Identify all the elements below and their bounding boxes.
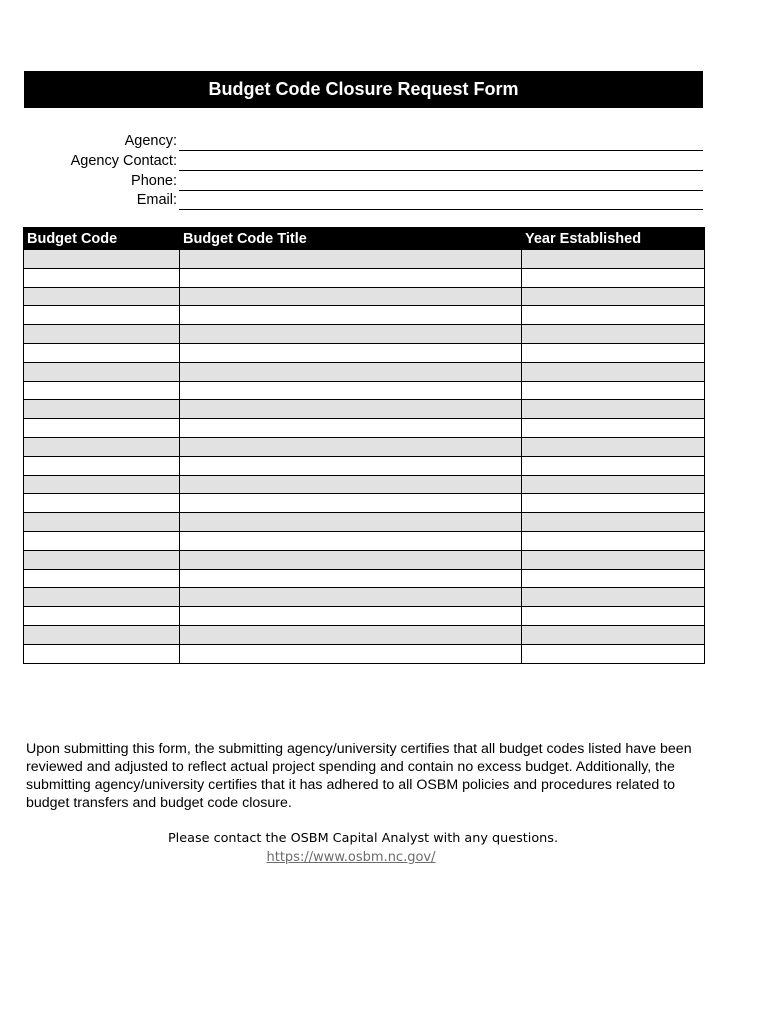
budget-code-title-cell[interactable] (180, 362, 522, 381)
budget-code-title-cell[interactable] (180, 325, 522, 344)
contact-text: Please contact the OSBM Capital Analyst with any questions. (167, 831, 559, 846)
year-established-cell[interactable] (522, 381, 705, 400)
budget-code-cell[interactable] (24, 362, 180, 381)
budget-code-title-cell[interactable] (180, 343, 522, 362)
phone-label: Phone: (131, 173, 177, 189)
budget-code-cell[interactable] (24, 381, 180, 400)
budget-code-title-cell[interactable] (180, 494, 522, 513)
table-row (24, 343, 705, 362)
table-row (24, 250, 705, 269)
budget-code-title-cell[interactable] (180, 513, 522, 532)
form-title: Budget Code Closure Request Form (24, 71, 703, 108)
year-established-cell[interactable] (522, 569, 705, 588)
email-row (24, 190, 703, 210)
budget-code-title-cell[interactable] (180, 419, 522, 438)
year-established-cell[interactable] (522, 625, 705, 644)
budget-code-table (23, 227, 705, 664)
budget-code-cell[interactable] (24, 513, 180, 532)
agency-label: Agency: (124, 133, 177, 149)
table-row (24, 306, 705, 325)
table-row (24, 625, 705, 644)
table-body (24, 250, 705, 664)
table-row (24, 400, 705, 419)
table-row (24, 456, 705, 475)
budget-code-cell[interactable] (24, 531, 180, 550)
agency-contact-field[interactable] (179, 152, 703, 171)
budget-code-title-cell[interactable] (180, 287, 522, 306)
table-row (24, 607, 705, 626)
budget-code-cell[interactable] (24, 588, 180, 607)
budget-code-cell[interactable] (24, 437, 180, 456)
year-established-cell[interactable] (522, 644, 705, 663)
header-budget-code: Budget Code (24, 228, 180, 250)
table-row (24, 569, 705, 588)
phone-field[interactable] (179, 172, 703, 191)
budget-code-cell[interactable] (24, 400, 180, 419)
table-row (24, 494, 705, 513)
email-label: Email: (136, 192, 177, 208)
agency-field[interactable] (179, 132, 703, 151)
budget-code-cell[interactable] (24, 550, 180, 569)
budget-code-title-cell[interactable] (180, 306, 522, 325)
year-established-cell[interactable] (522, 588, 705, 607)
year-established-cell[interactable] (522, 513, 705, 532)
year-established-cell[interactable] (522, 268, 705, 287)
agency-contact-label: Agency Contact: (70, 153, 177, 169)
table-row (24, 287, 705, 306)
table-row (24, 550, 705, 569)
budget-code-cell[interactable] (24, 644, 180, 663)
budget-code-cell[interactable] (24, 475, 180, 494)
budget-code-title-cell[interactable] (180, 550, 522, 569)
budget-code-title-cell[interactable] (180, 456, 522, 475)
budget-code-cell[interactable] (24, 306, 180, 325)
year-established-cell[interactable] (522, 494, 705, 513)
table-header-row (24, 228, 705, 250)
year-established-cell[interactable] (522, 250, 705, 269)
table-row (24, 268, 705, 287)
year-established-cell[interactable] (522, 400, 705, 419)
agency-contact-row (24, 151, 703, 171)
budget-code-cell[interactable] (24, 569, 180, 588)
budget-code-title-cell[interactable] (180, 437, 522, 456)
year-established-cell[interactable] (522, 531, 705, 550)
budget-code-cell[interactable] (24, 419, 180, 438)
budget-code-title-cell[interactable] (180, 588, 522, 607)
year-established-cell[interactable] (522, 343, 705, 362)
year-established-cell[interactable] (522, 437, 705, 456)
year-established-cell[interactable] (522, 306, 705, 325)
table-row (24, 475, 705, 494)
budget-code-cell[interactable] (24, 287, 180, 306)
budget-code-cell[interactable] (24, 343, 180, 362)
table-row (24, 513, 705, 532)
table-row (24, 588, 705, 607)
table-row (24, 381, 705, 400)
table-row (24, 362, 705, 381)
year-established-cell[interactable] (522, 456, 705, 475)
year-established-cell[interactable] (522, 550, 705, 569)
table-row (24, 437, 705, 456)
agency-row (24, 131, 703, 151)
budget-code-title-cell[interactable] (180, 607, 522, 626)
header-budget-code-title: Budget Code Title (180, 228, 522, 250)
table-row (24, 325, 705, 344)
table-row (24, 644, 705, 663)
budget-code-cell[interactable] (24, 625, 180, 644)
year-established-cell[interactable] (522, 419, 705, 438)
table-row (24, 531, 705, 550)
year-established-cell[interactable] (522, 362, 705, 381)
year-established-cell[interactable] (522, 325, 705, 344)
budget-code-title-cell[interactable] (180, 475, 522, 494)
year-established-cell[interactable] (522, 607, 705, 626)
table-row (24, 419, 705, 438)
budget-code-title-cell[interactable] (180, 531, 522, 550)
year-established-cell[interactable] (522, 475, 705, 494)
budget-code-title-cell[interactable] (180, 644, 522, 663)
year-established-cell[interactable] (522, 287, 705, 306)
phone-row (24, 171, 703, 191)
budget-code-cell[interactable] (24, 268, 180, 287)
header-year-established: Year Established (522, 228, 705, 250)
budget-code-cell[interactable] (24, 325, 180, 344)
email-field[interactable] (179, 191, 703, 210)
budget-code-title-cell[interactable] (180, 400, 522, 419)
budget-code-cell[interactable] (24, 607, 180, 626)
budget-code-cell[interactable] (24, 250, 180, 269)
budget-code-title-cell[interactable] (180, 625, 522, 644)
budget-code-title-cell[interactable] (180, 381, 522, 400)
osbm-link[interactable]: https://www.osbm.nc.gov/ (266, 850, 436, 865)
budget-code-cell[interactable] (24, 494, 180, 513)
budget-code-cell[interactable] (24, 456, 180, 475)
certification-text: Upon submitting this form, the submitting agency/university certifies that all budget codes listed have been reviewed and adjusted to reflect actual project spending and contain no excess budget. Additionally, the submitting agency/university certifies that it has adhered to all OSBM policies and procedures related to budget transfers and budget code closure. (26, 741, 692, 811)
budget-code-title-cell[interactable] (180, 569, 522, 588)
budget-code-title-cell[interactable] (180, 250, 522, 269)
budget-code-title-cell[interactable] (180, 268, 522, 287)
